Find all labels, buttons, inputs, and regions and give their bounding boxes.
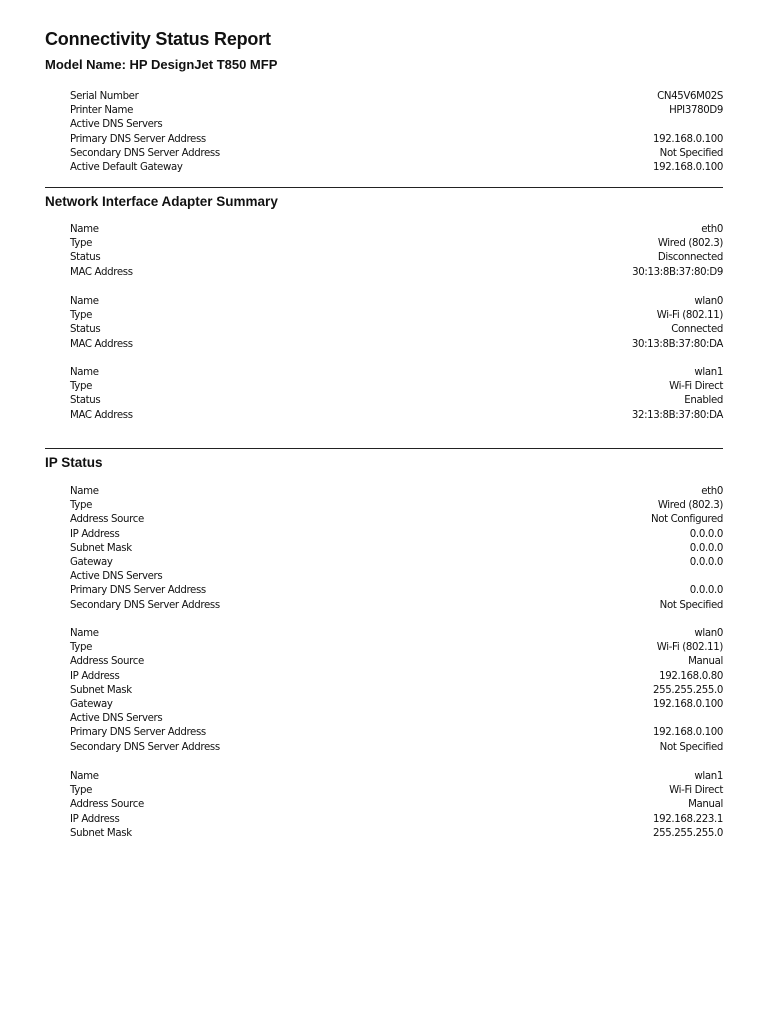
info-value: Connected [671,324,723,336]
section-divider [45,448,723,449]
info-row [70,784,723,798]
info-row [70,641,723,655]
info-value: 0.0.0.0 [689,585,723,597]
info-label: MAC Address [70,409,133,421]
info-row [70,655,723,669]
ip-wlan0 [70,627,723,755]
info-value: Not Specified [659,147,723,159]
info-label: Primary DNS Server Address [70,727,206,739]
info-label: Active DNS Servers [70,119,163,131]
info-row [70,741,723,755]
info-value: Wi-Fi Direct [669,785,723,797]
model-name: Model Name: HP DesignJet T850 MFP [45,57,278,72]
info-row [70,323,723,337]
info-value: HPI3780D9 [669,105,723,117]
info-value: 192.168.0.100 [653,161,723,173]
info-row [70,499,723,513]
info-label: Subnet Mask [70,542,132,554]
info-row [70,513,723,527]
info-row [70,309,723,323]
info-row [70,670,723,684]
info-label: Type [70,381,92,393]
info-row [70,161,723,175]
info-label: Type [70,785,92,797]
info-label: Status [70,252,101,264]
info-value: 192.168.0.80 [659,670,723,682]
info-label: Type [70,642,92,654]
info-label: Active DNS Servers [70,713,163,725]
info-value: eth0 [701,224,723,235]
info-value: 192.168.0.100 [653,698,723,710]
info-value: 192.168.223.1 [653,813,723,825]
info-label: IP Address [70,813,120,825]
info-label: Type [70,310,92,322]
info-row [70,104,723,118]
info-row [70,584,723,598]
info-label: Primary DNS Server Address [70,585,206,597]
ip-wlan1 [70,770,723,841]
info-label: Name [70,296,99,307]
info-label: Name [70,367,99,378]
info-row [70,627,723,641]
info-label: Active DNS Servers [70,571,163,583]
info-label: Subnet Mask [70,684,132,696]
info-label: Serial Number [70,91,139,102]
info-label: Name [70,486,99,497]
info-label: Status [70,395,101,407]
info-row [70,556,723,570]
info-row [70,528,723,542]
info-row [70,118,723,132]
info-value: Not Configured [650,514,723,526]
info-value: Wired (802.3) [657,238,723,250]
info-value: 0.0.0.0 [689,556,723,568]
info-value: Wired (802.3) [657,500,723,512]
info-row [70,366,723,380]
info-value: wlan1 [694,771,723,782]
info-row [70,338,723,352]
info-row [70,726,723,740]
info-value: 30:13:8B:37:80:D9 [632,266,723,278]
info-value: 192.168.0.100 [653,133,723,145]
info-label: Primary DNS Server Address [70,133,206,145]
info-label: Active Default Gateway [70,161,183,173]
info-label: Status [70,324,101,336]
info-label: Secondary DNS Server Address [70,741,220,753]
info-value: 255.255.255.0 [653,684,723,696]
info-label: MAC Address [70,266,133,278]
info-row [70,147,723,161]
adapter-eth0 [70,223,723,280]
info-value: wlan1 [694,367,723,378]
info-row [70,266,723,280]
info-label: Address Source [70,514,144,526]
info-label: Subnet Mask [70,827,132,839]
info-row [70,485,723,499]
info-label: Gateway [70,698,113,710]
info-label: Address Source [70,656,144,668]
adapter-summary-heading: Network Interface Adapter Summary [45,194,278,209]
adapter-wlan0 [70,295,723,352]
info-label: Secondary DNS Server Address [70,147,220,159]
section-divider [45,187,723,188]
info-label: Name [70,224,99,235]
info-label: Type [70,238,92,250]
info-row [70,394,723,408]
info-value: CN45V6M02S [657,91,723,102]
info-row [70,813,723,827]
info-value: 0.0.0.0 [689,542,723,554]
info-label: MAC Address [70,338,133,350]
info-value: Enabled [684,395,723,407]
info-value: Disconnected [657,252,723,264]
info-value: wlan0 [694,628,723,639]
info-label: Name [70,628,99,639]
info-row [70,133,723,147]
info-row [70,684,723,698]
info-value: Wi-Fi Direct [669,381,723,393]
info-value: Not Specified [659,599,723,611]
info-label: IP Address [70,670,120,682]
info-row [70,223,723,237]
info-row [70,380,723,394]
info-value: 192.168.0.100 [653,727,723,739]
info-value: 255.255.255.0 [653,827,723,839]
info-label: IP Address [70,528,120,540]
info-label: Gateway [70,556,113,568]
info-row [70,599,723,613]
ip-status-heading: IP Status [45,455,103,470]
info-row [70,542,723,556]
info-row [70,698,723,712]
report-title: Connectivity Status Report [45,29,271,49]
info-row [70,770,723,784]
ip-eth0 [70,485,723,613]
info-label: Type [70,500,92,512]
info-value: Not Specified [659,741,723,753]
info-value: 0.0.0.0 [689,528,723,540]
info-row [70,251,723,265]
general-info [70,90,723,175]
info-value: 32:13:8B:37:80:DA [631,409,723,421]
info-value: Wi-Fi (802.11) [656,642,723,654]
info-row [70,827,723,841]
info-row [70,90,723,104]
info-value: Manual [688,799,723,811]
info-value: 30:13:8B:37:80:DA [631,338,723,350]
info-label: Secondary DNS Server Address [70,599,220,611]
info-label: Name [70,771,99,782]
info-value: Wi-Fi (802.11) [656,310,723,322]
info-row [70,295,723,309]
info-row [70,798,723,812]
info-label: Printer Name [70,105,133,117]
adapter-wlan1 [70,366,723,423]
info-value: eth0 [701,486,723,497]
info-row [70,570,723,584]
info-label: Address Source [70,799,144,811]
info-row [70,409,723,423]
info-value: wlan0 [694,296,723,307]
info-row [70,712,723,726]
info-value: Manual [688,656,723,668]
info-row [70,237,723,251]
